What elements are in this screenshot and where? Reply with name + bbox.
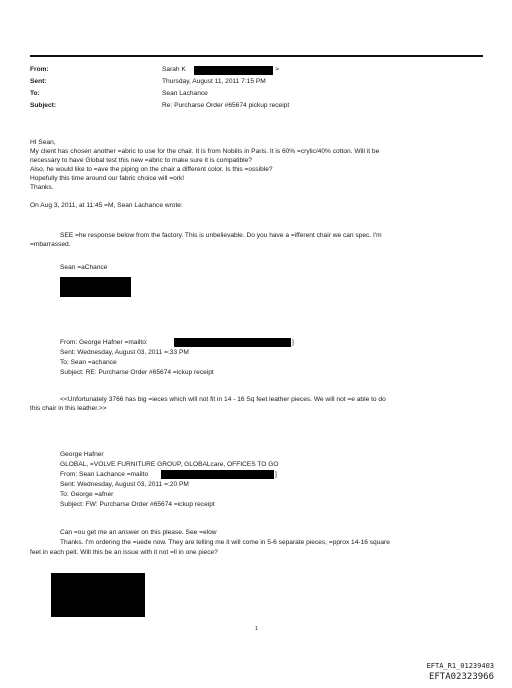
redaction-block xyxy=(161,470,274,479)
george-to: To: Sean =achance xyxy=(60,359,117,366)
body-line: Hopefully this time around our fabric choice will =ork! xyxy=(30,175,185,182)
to-value: Sean Lachance xyxy=(162,90,208,97)
footer-id-secondary: EFTA02323966 xyxy=(428,672,494,682)
redaction-block xyxy=(51,573,145,617)
body-line: Thanks. xyxy=(30,184,54,191)
redaction-block xyxy=(60,277,131,297)
fw-message-line: Can =ou get me an answer on this please. See =elow xyxy=(60,529,217,536)
sean-signature: Sean =aChance xyxy=(60,264,108,271)
fw-message-line: feet in each pelt. Will this be an issue with it not =ll in one piece? xyxy=(30,549,218,556)
subject-label: Subject: xyxy=(30,102,57,109)
greeting: HI Sean, xyxy=(30,139,56,146)
fw-subject: Subject: FW: Purcharse Order #65674 =ickup receipt xyxy=(60,501,215,508)
from-label: From: xyxy=(30,66,49,73)
sean-message-line: SEE =he response below from the factory. This is unbelievable. Do you have a =ifferent chair we can spec. I'm xyxy=(60,232,382,239)
fw-message-line: Thanks. I'm ordering the =uede now. They are telling me it will come in 5-6 separate pieces, =pprox 14-16 square xyxy=(60,539,390,546)
george-from: From: George Hafner =mailto: xyxy=(60,339,148,346)
signature-name: George Hafner xyxy=(60,451,104,458)
george-message-line: <<Unfortunately 3766 has big =ieces which will not fit in 14 - 16 Sq feet leather pieces. We will not =e able to do xyxy=(60,396,386,403)
fw-from: From: Sean Lachance =mailto xyxy=(60,471,149,478)
from-value: Sarah K xyxy=(162,66,186,73)
george-sent: Sent: Wednesday, August 03, 2011 =:33 PM xyxy=(60,349,189,356)
sent-label: Sent: xyxy=(30,78,47,85)
signature-company: GLOBAL, =VOLVE FURNITURE GROUP, GLOBALcare, OFFICES TO GO xyxy=(60,461,279,468)
body-line: My client has chosen another =abric to use for the chair. It is from Nobilis in Paris. It is 60% =crylic/40% cotton. Will it be xyxy=(30,148,380,155)
fw-from-end: ] xyxy=(275,471,277,478)
redaction-block xyxy=(174,338,291,347)
body-line: necessary to have Global test this new =abric to make sure it is compatible? xyxy=(30,157,252,164)
fw-sent: Sent: Wednesday, August 03, 2011 =:20 PM xyxy=(60,481,189,488)
to-label: To: xyxy=(30,90,40,97)
george-message-line: this chair in this leather.>> xyxy=(30,405,107,412)
quote-intro: On Aug 3, 2011, at 11:45 =M, Sean Lachance wrote: xyxy=(30,202,183,209)
header-rule xyxy=(30,55,483,57)
footer-id-primary: EFTA_R1_01239403 xyxy=(426,662,494,670)
redaction-block xyxy=(194,66,273,75)
from-value-end: > xyxy=(275,66,279,73)
subject-value: Re: Purcharse Order #65674 pickup receipt xyxy=(162,102,290,109)
george-subject: Subject: RE: Purcharse Order #65674 =ickup receipt xyxy=(60,369,214,376)
fw-to: To: George =afner xyxy=(60,491,114,498)
george-from-end: ] xyxy=(292,339,294,346)
sent-value: Thursday, August 11, 2011 7:15 PM xyxy=(162,78,266,85)
page-number: 1 xyxy=(255,626,259,632)
body-line: Also, he would like to =ave the piping on the chair a different color. Is this =ossible? xyxy=(30,166,273,173)
sean-message-line: =mbarrassed. xyxy=(30,241,71,248)
